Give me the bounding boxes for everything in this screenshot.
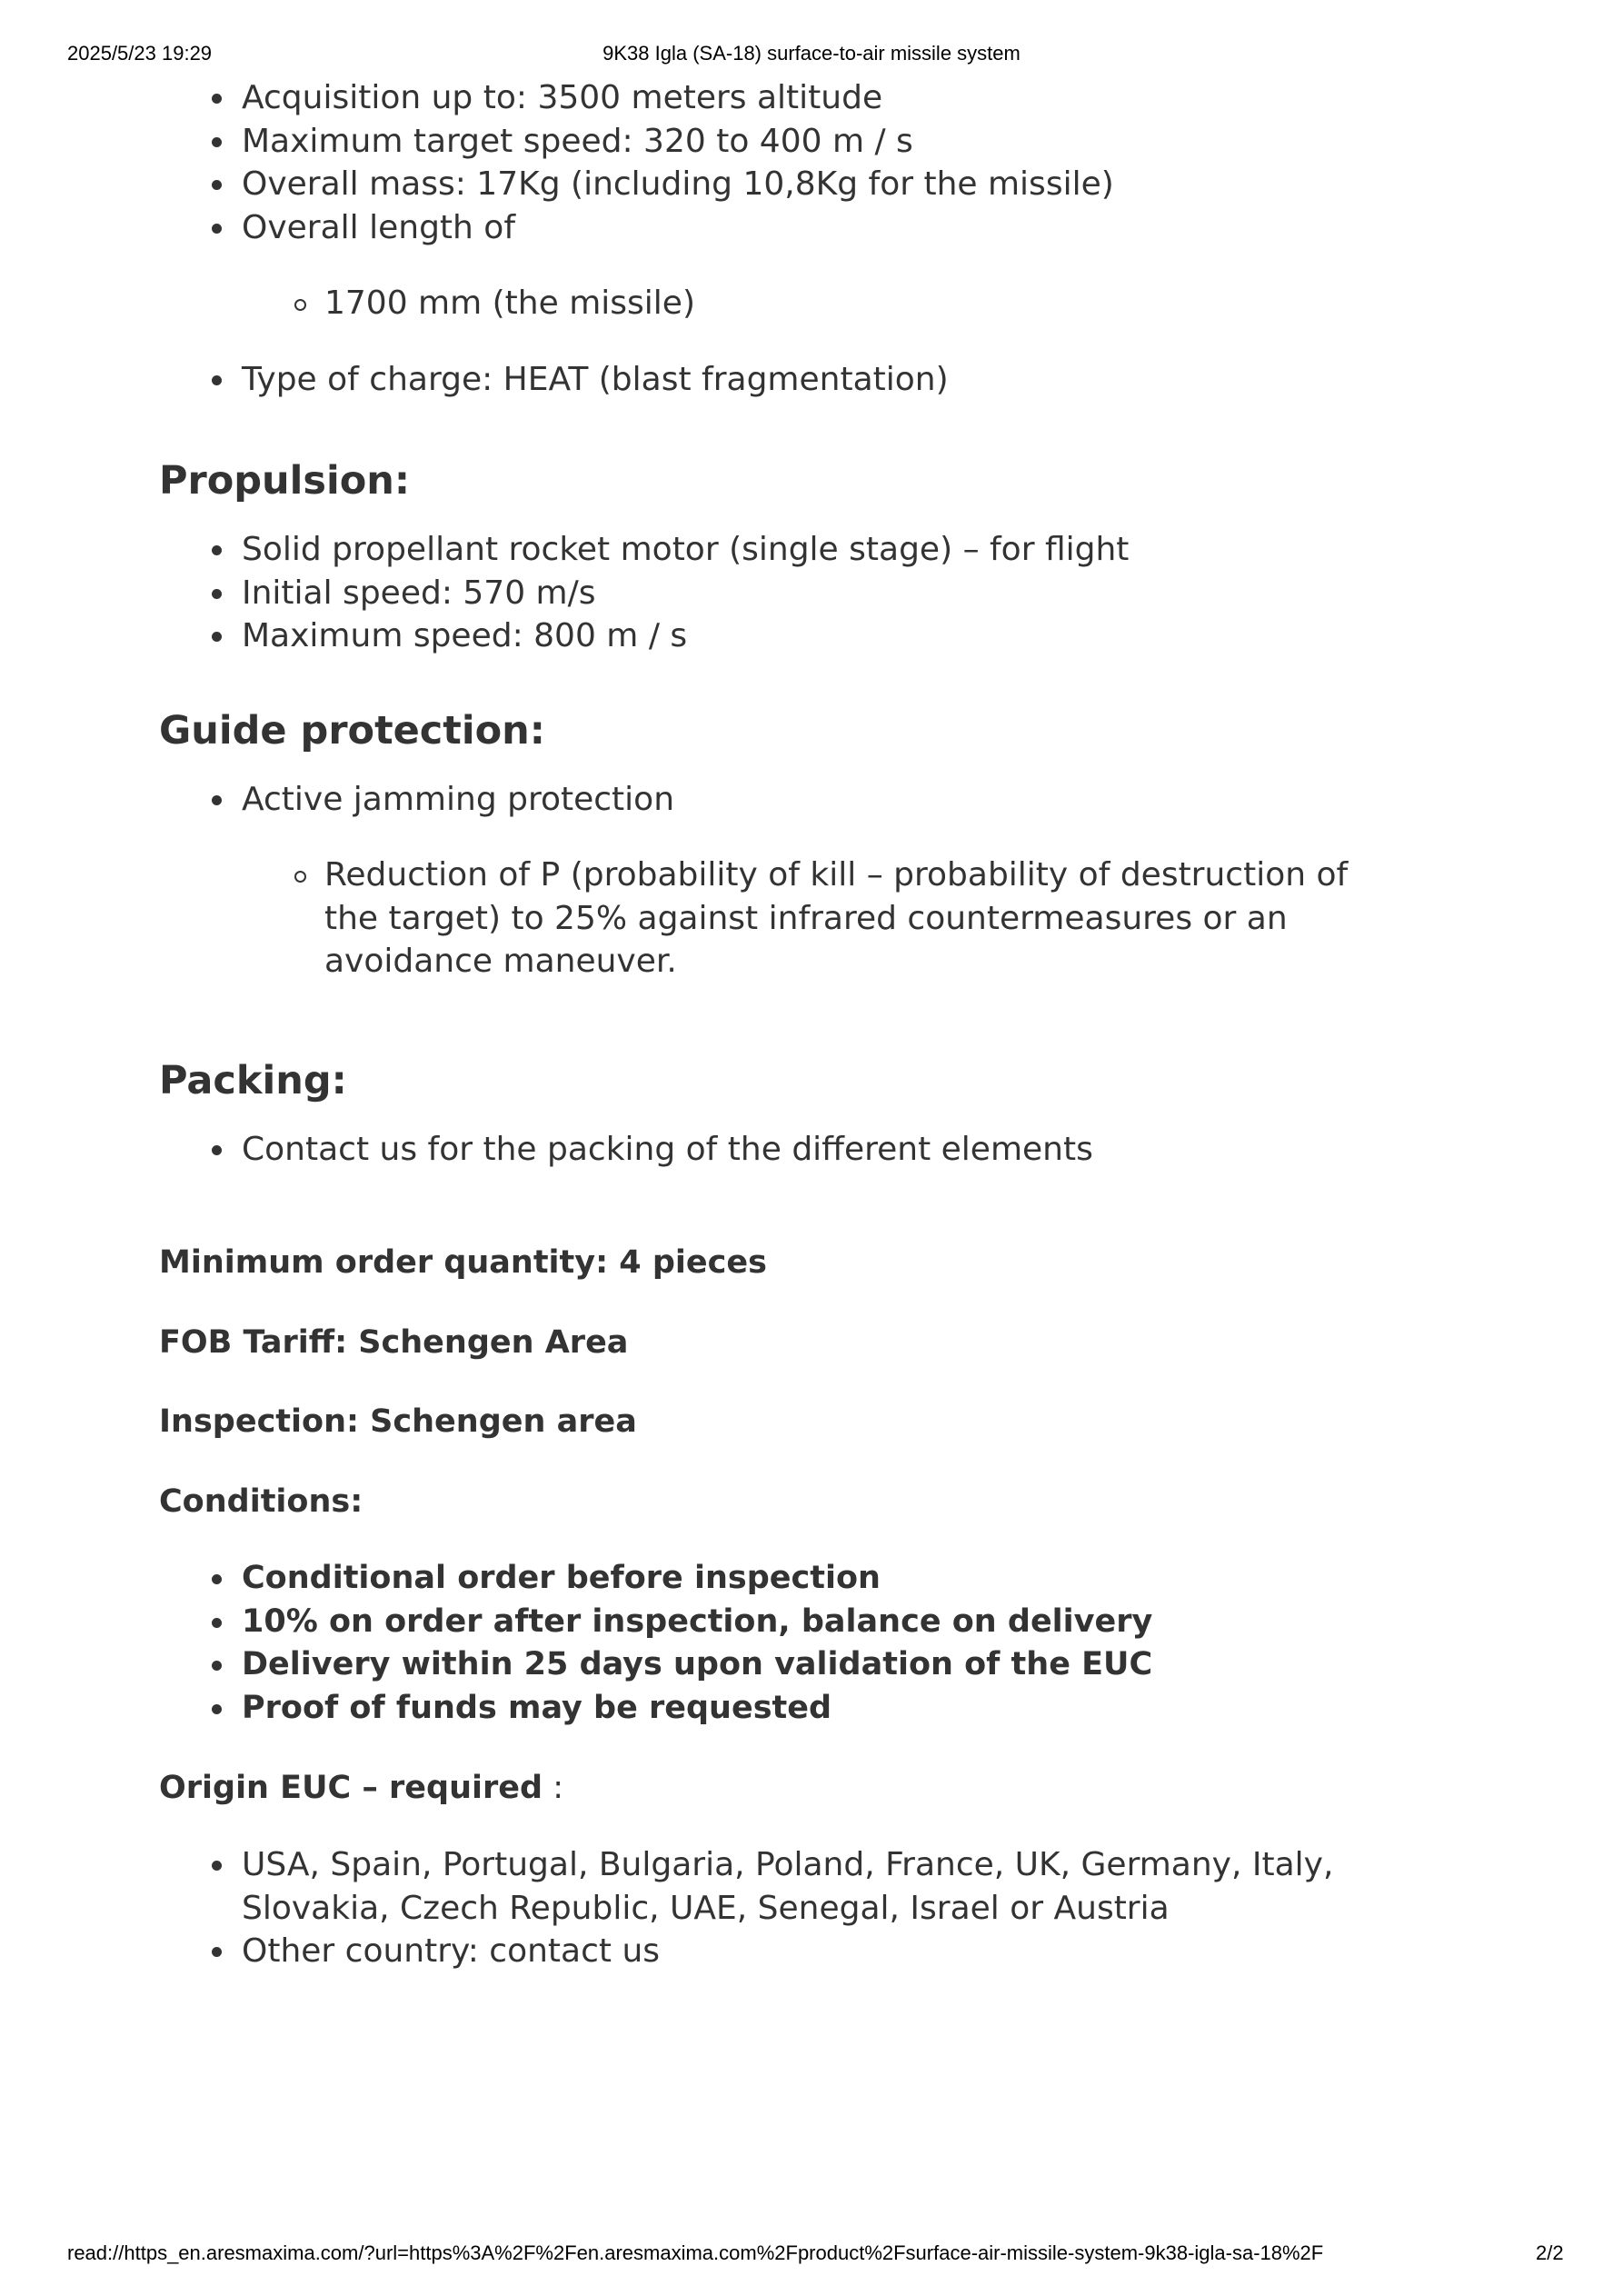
list-item: Type of charge: HEAT (blast fragmentation) xyxy=(242,358,1359,402)
print-title: 9K38 Igla (SA-18) surface-to-air missile system xyxy=(602,42,1021,65)
list-item: Maximum speed: 800 m / s xyxy=(242,614,1359,658)
countries-line: Slovakia, Czech Republic, UAE, Senegal, Israel or Austria xyxy=(242,1889,1170,1927)
print-url: read://https_en.aresmaxima.com/?url=https%3A%2F%2Fen.aresmaxima.com%2Fproduct%2Fsurface-air-missile-system-9k38-igla-sa-18%2F xyxy=(67,2241,1324,2264)
origin-countries-list xyxy=(159,1843,1359,1973)
origin-euc-heading xyxy=(159,1766,1359,1810)
page-number: 2/2 xyxy=(1536,2241,1564,2264)
document-content xyxy=(159,76,1359,1973)
specs-list xyxy=(159,76,1359,401)
conditions-list xyxy=(159,1557,1359,1730)
length-sublist xyxy=(242,282,1359,325)
list-item: Contact us for the packing of the different elements xyxy=(242,1128,1359,1172)
minimum-order-quantity: Minimum order quantity: 4 pieces xyxy=(159,1244,767,1281)
sub-item-line: Reduction of P (probability of kill – probability of destruction of xyxy=(324,856,1349,893)
list-item: Initial speed: 570 m/s xyxy=(242,572,1359,615)
list-item xyxy=(242,206,1359,325)
list-item: Other country: contact us xyxy=(242,1930,1359,1973)
sub-item-line: the target) to 25% against infrared countermeasures or an xyxy=(324,899,1288,937)
guide-protection-list xyxy=(159,778,1359,983)
list-item: Maximum target speed: 320 to 400 m / s xyxy=(242,120,1359,164)
list-item-label: Overall length of xyxy=(242,208,515,246)
section-heading-guide-protection: Guide protection: xyxy=(159,707,545,754)
list-item: Proof of funds may be requested xyxy=(242,1687,1359,1731)
origin-euc-colon: : xyxy=(543,1770,563,1806)
sub-list-item xyxy=(324,854,1359,983)
section-heading-propulsion: Propulsion: xyxy=(159,458,411,504)
list-item: 10% on order after inspection, balance on delivery xyxy=(242,1601,1359,1644)
fob-tariff: FOB Tariff: Schengen Area xyxy=(159,1324,629,1361)
packing-list xyxy=(159,1128,1359,1172)
print-footer xyxy=(0,2241,1623,2269)
conditions-heading: Conditions: xyxy=(159,1483,363,1520)
list-item: Delivery within 25 days upon validation of the EUC xyxy=(242,1643,1359,1687)
list-item xyxy=(242,778,1359,983)
sub-list-item: 1700 mm (the missile) xyxy=(324,282,1359,325)
list-item: Solid propellant rocket motor (single stage) – for flight xyxy=(242,528,1359,572)
countries-line: USA, Spain, Portugal, Bulgaria, Poland, France, UK, Germany, Italy, xyxy=(242,1846,1334,1883)
list-item: Conditional order before inspection xyxy=(242,1557,1359,1601)
print-header xyxy=(0,42,1623,69)
list-item xyxy=(242,1843,1359,1930)
inspection: Inspection: Schengen area xyxy=(159,1403,637,1440)
list-item-label: Active jamming protection xyxy=(242,780,675,818)
section-heading-packing: Packing: xyxy=(159,1057,347,1103)
list-item: Overall mass: 17Kg (including 10,8Kg for the missile) xyxy=(242,163,1359,206)
list-item: Acquisition up to: 3500 meters altitude xyxy=(242,76,1359,120)
sub-item-line: avoidance maneuver. xyxy=(324,943,677,980)
propulsion-list xyxy=(159,528,1359,658)
print-timestamp: 2025/5/23 19:29 xyxy=(67,42,213,65)
guide-protection-sublist xyxy=(242,854,1359,983)
origin-euc-label: Origin EUC – required xyxy=(159,1770,543,1806)
